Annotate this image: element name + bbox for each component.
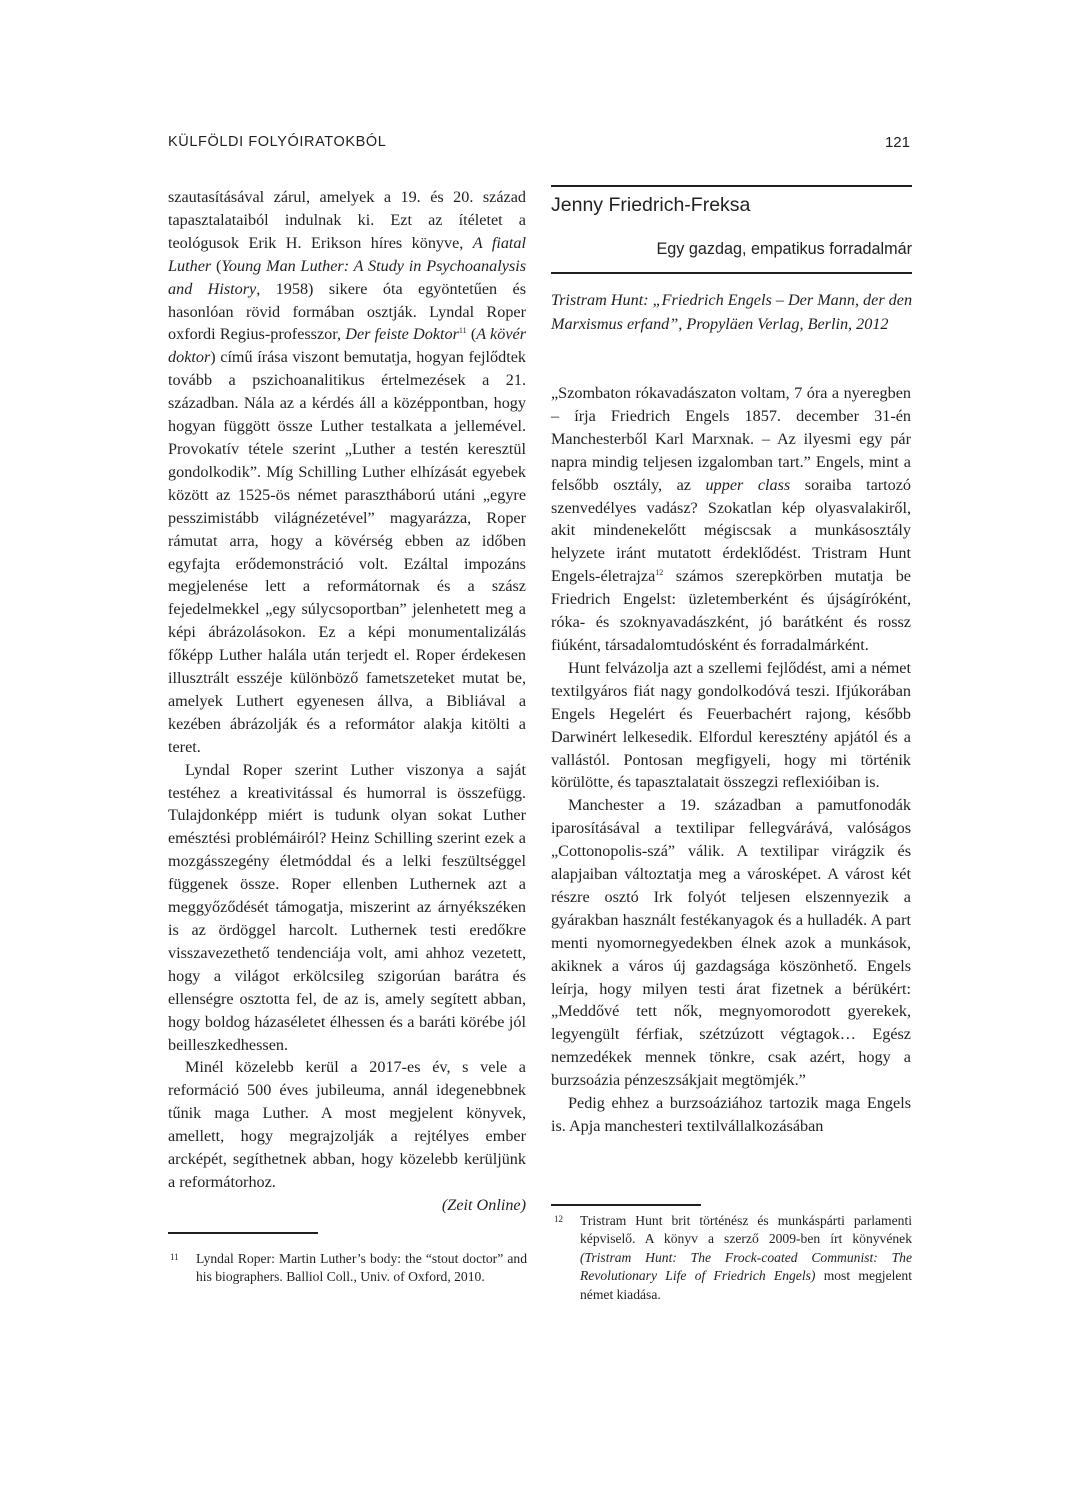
essay-title-de: Der feiste Doktor [345, 325, 459, 344]
text-run: ) című írása viszont bemutatja, hogyan fejlődtek tovább a pszichoanalitikus értelmezések a 21. században. Nála az a kérdés áll a középpontban, hogy hogyan függött össze Luther testalkata a jellemével. Provokatív tétele szerint „Luther a testén keresztül gondolkodik”. Míg Schilling Luther elhízását egyebek között az 1525-ös német parasztháború utáni „egyre pesszimistább világnézetével” magyarázza, Roper rámutat arra, hogy a kövérség ebben az időben egyfajta erődemonstráció volt. Ezáltal impozáns megjelenése lett a reformátornak és a szász fejedelmekkel „egy súlycsoportban” jelenhetett meg a képi ábrázolásokon. Ez a képi monumentalizálás főképp Luther halála után terjedt el. Roper érdekesen illusztrált esszéje különböző fametszeteket mutat be, amelyek Luthert egyenesen állva, a Bibliával a kezében ábrázolják és a reformátor alakja kitölti a teret. [168, 348, 526, 756]
page-number: 121 [884, 134, 910, 151]
left-paragraph-2: Lyndal Roper szerint Luther viszonya a saját testéhez a kreativitással és humorral is összefügg. Tulajdonképp miért is tudunk olyan sokat Luther emésztési problémáiról? Heinz Schilling szerint ezek a mozgásszegény életmóddal és a lelki feszültséggel függenek össze. Roper ellenben Luthernek azt a meggyőződését támogatja, miszerint az árnyékszéken is az ördöggel harcolt. Luthernek testi eredőkre visszavezethető tendenciája volt, ami ahhoz vezetett, hogy a világot erkölcsileg szigorúan barátra és ellenségre osztotta fel, de az is, amely segített abban, hogy boldog házaséletet élhessen és a baráti körébe jól beilleszkedhessen. [168, 760, 526, 1054]
footnote-mark: 12 [554, 1214, 563, 1224]
footnote-ref-12[interactable]: 12 [655, 568, 664, 578]
footnote-text: most megjelent német kiadása. [580, 1268, 912, 1302]
right-column [551, 382, 911, 1138]
text-run: számos szerepkörben mutatja be Friedrich Engelst: üzletemberként és újságíróként, róka- és szoknyavadászként, jó barátként és rossz fiúként, társadalomtudósként és forradalmárként. [551, 567, 911, 654]
source-credit: (Zeit Online) [441, 1195, 526, 1214]
left-column [168, 186, 526, 1217]
footnote-11 [170, 1250, 527, 1287]
text-run: ( [211, 256, 222, 275]
left-paragraph-1 [168, 186, 526, 759]
article-header [551, 186, 912, 259]
footnote-separator-left [168, 1232, 318, 1234]
footnote-separator-right [551, 1204, 701, 1206]
text-run: szautasításával zárul, amelyek a 19. és 20. század tapasztalataiból indulnak ki. Ezt az ítéletet a teológusok Erik H. Erikson híres könyve, [168, 188, 526, 252]
article-header-rule [551, 272, 912, 274]
book-reference: Tristram Hunt: „Friedrich Engels – Der Mann, der den Marxismus erfand”, Propyläen Verlag, Berlin, 2012 [551, 291, 913, 333]
footnote-12 [554, 1212, 912, 1304]
article-author: Jenny Friedrich-Freksa [551, 194, 751, 216]
running-head [168, 134, 910, 156]
section-title: KÜLFÖLDI FOLYÓIRATOKBÓL [168, 134, 387, 150]
footnote-mark: 11 [170, 1252, 179, 1262]
text-run: soraiba tartozó szenvedélyes vadász? Szokatlan kép olyasvalakiről, akit mindenekelőtt mégiscsak a munkásosztály helyzete iránt mutatott érdeklődést. Tristram Hunt Engels-életrajza [551, 475, 912, 586]
essay-title-hu: A kövér doktor [168, 325, 526, 367]
footnote-text: Lyndal Roper: Martin Luther’s body: the “stout doctor” and his biographers. Balliol Coll., Univ. of Oxford, 2010. [196, 1251, 527, 1285]
text-run: ( [466, 325, 477, 344]
emphasis-upper-class: upper class [705, 475, 791, 494]
right-paragraph-4: Pedig ehhez a burzsoáziához tartozik maga Engels is. Apja manchesteri textilvállalkozásában [551, 1094, 911, 1135]
footnote-book-title: (Tristram Hunt: The Frock-coated Communist: The Revolutionary Life of Friedrich Engels) [580, 1249, 912, 1284]
footnote-ref-11[interactable]: 11 [458, 326, 467, 336]
footnote-text: Tristram Hunt brit történész és munkáspárti parlamenti képviselő. A könyv a szerző 2009-ben írt könyvének [580, 1213, 912, 1247]
text-run: „Szombaton rókavadászaton voltam, 7 óra a nyeregben – írja Friedrich Engels 1857. december 31-én Manchesterből Karl Marxnak. – Az ilyesmi egy pár napra mindig teljesen izgalomban tart.” Engels, mint a felsőbb osztály, az [551, 384, 911, 494]
article-subtitle: Egy gazdag, empatikus forradalmár [656, 240, 912, 258]
book-title-en: Young Man Luther: A Study in Psychoanalysis and History [168, 256, 526, 298]
right-paragraph-2: Hunt felvázolja azt a szellemi fejlődést, ami a német textilgyáros fiát nagy gondolkodóvá teszi. Ifjúkorában Engels Hegelért és Feuerbachért rajong, később Darwinért lelkesedik. Elfordul keresztény apjától és a vallástól. Pontosan megfigyeli, hogy mi történik körülötte, és tapasztalatait összegzi reflexióiban is. [551, 658, 911, 792]
text-run: , 1958) sikere óta egyöntetűen és hasonlóan rövid formában osztják. Lyndal Roper oxfordi Regius-professzor, [168, 279, 526, 344]
right-paragraph-1 [551, 382, 911, 657]
left-paragraph-3: Minél közelebb kerül a 2017-es év, s vele a reformáció 500 éves jubileuma, annál idegenebbnek tűnik maga Luther. A most megjelent könyvek, amellett, hogy megrajzolják a rejtélyes ember arcképét, segíthetnek abban, hogy közelebb kerüljünk a reformátorhoz. [168, 1058, 526, 1191]
right-paragraph-3: Manchester a 19. században a pamutfonodák iparosításával a textilipar fellegvárává, valóságos „Cottonopolis-szá” válik. A textilipar virágzik és alapjaiban változtatja meg a városképet. A várost két részre osztó Irk folyót teljesen elszennyezik a gyárakban használt festékanyagok és a hulladék. A part menti nyomornegyedekben élnek azok a munkások, akiknek a város új gazdagsága köszönhető. Engels leírja, hogy milyen testi árat fizetnek a bérükért: „Meddővé tett nők, megnyomorodott gyerekek, legyengült férfiak, szétzúzott végtagok… Egész nemzedékek mennek tönkre, csak azért, hogy a burzsoázia pénzeszsákjait megtömjék.” [551, 796, 911, 1090]
book-title-hu: A fiatal Luther [168, 233, 527, 275]
